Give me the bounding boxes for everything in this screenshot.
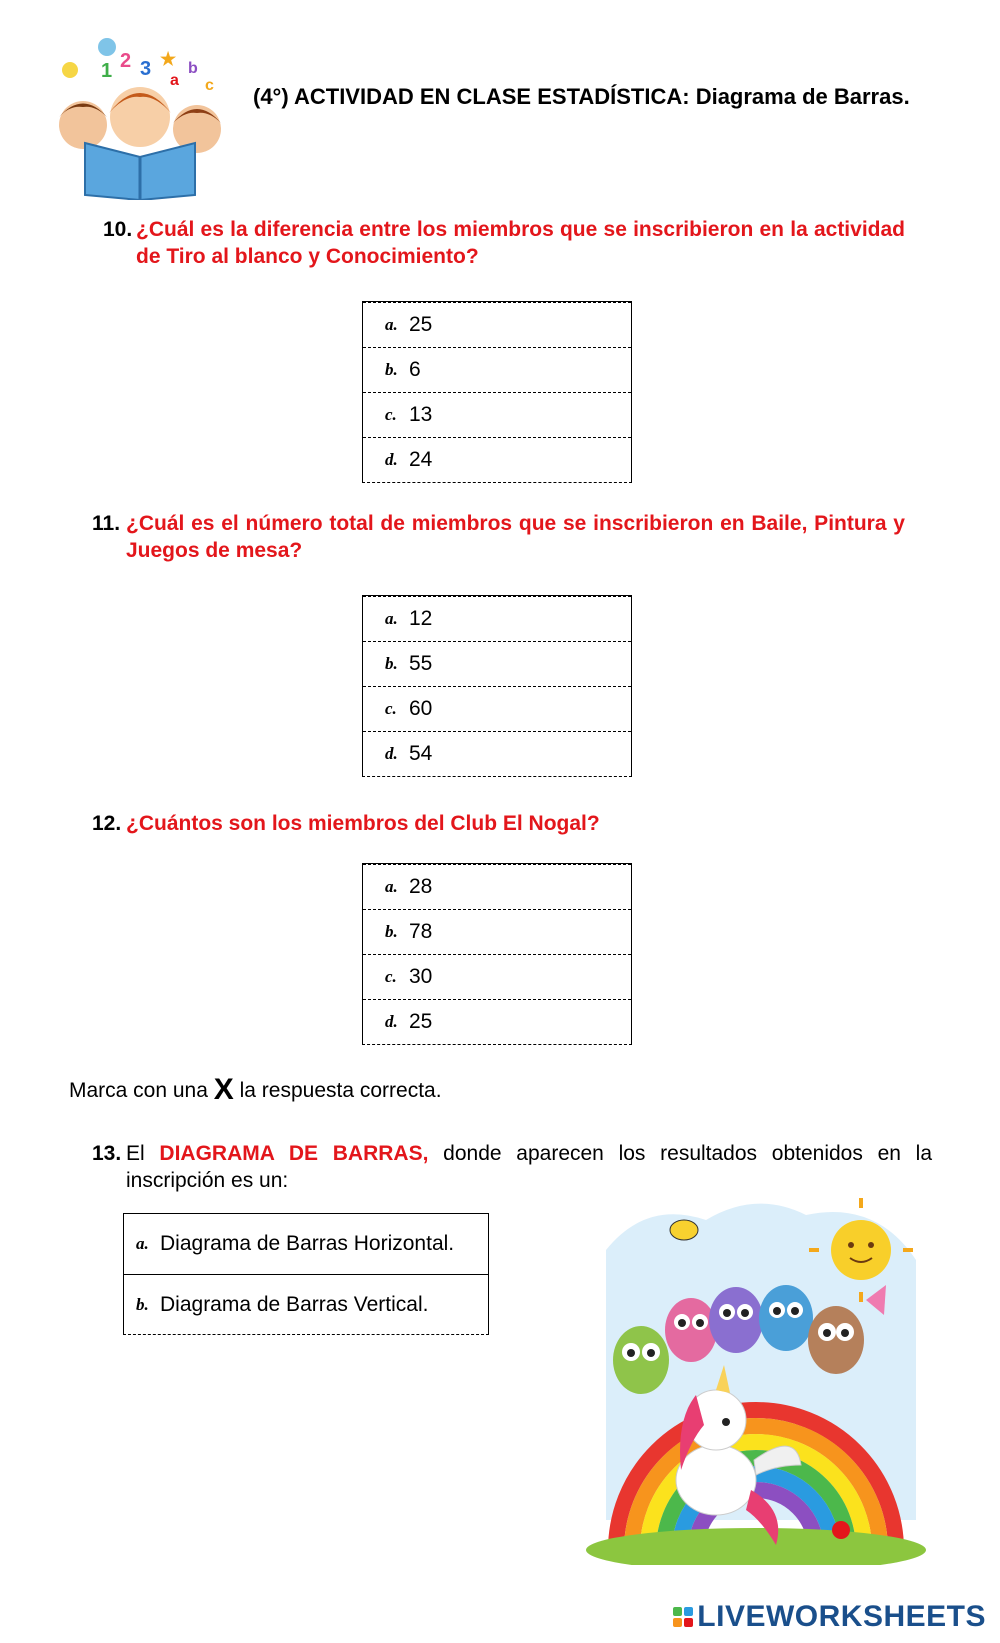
liveworksheets-logo[interactable] (673, 1600, 986, 1634)
owls-unicorn-rainbow-illustration (586, 1190, 926, 1565)
svg-text:2: 2 (120, 50, 132, 72)
answer-options-13 (123, 1213, 489, 1335)
option-b[interactable]: b. 6 (363, 347, 631, 392)
kids-reading-illustration (45, 35, 235, 200)
x-mark: X (213, 1073, 234, 1106)
option-a[interactable]: a. 28 (363, 864, 631, 909)
brand-text: LIVEWORKSHEETS (697, 1600, 986, 1633)
option-c[interactable]: c. 60 (363, 686, 631, 731)
question-text: El DIAGRAMA DE BARRAS, donde aparecen los resultados obtenidos en la inscripción es un: (126, 1142, 932, 1192)
svg-text:3: 3 (140, 58, 152, 80)
liveworksheets-icon (673, 1607, 693, 1627)
option-c[interactable]: c. 30 (363, 954, 631, 999)
answer-options-12 (362, 863, 632, 1045)
instruction-text: Marca con una X la respuesta correcta. (69, 1073, 442, 1106)
svg-text:1: 1 (101, 60, 113, 82)
svg-text:b: b (188, 60, 198, 77)
option-d[interactable]: d. 25 (363, 999, 631, 1044)
option-c[interactable]: c. 13 (363, 392, 631, 437)
svg-text:★: ★ (160, 49, 177, 69)
question-number: 11. (92, 512, 121, 535)
question-10 (103, 216, 905, 270)
option-d[interactable]: d. 54 (363, 731, 631, 776)
question-12 (92, 810, 905, 837)
answer-options-10 (362, 301, 632, 483)
question-number: 13. (92, 1142, 122, 1165)
option-a[interactable]: a. Diagrama de Barras Horizontal. (136, 1232, 455, 1255)
page-title: (4°) ACTIVIDAD EN CLASE ESTADÍSTICA: Diagrama de Barras. (253, 84, 910, 109)
svg-text:c: c (205, 77, 214, 94)
question-11 (92, 510, 905, 564)
option-a[interactable]: a. 25 (363, 302, 631, 347)
option-b[interactable]: b. 78 (363, 909, 631, 954)
option-a[interactable]: a. 12 (363, 596, 631, 641)
answer-options-11 (362, 595, 632, 777)
question-number: 10. (103, 218, 133, 241)
question-13 (92, 1140, 932, 1194)
option-d[interactable]: d. 24 (363, 437, 631, 482)
question-text: ¿Cuál es el número total de miembros que se inscribieron en Baile, Pintura y Juegos de mesa? (126, 512, 905, 562)
option-b[interactable]: b. Diagrama de Barras Vertical. (124, 1274, 488, 1334)
question-text: ¿Cuántos son los miembros del Club El Nogal? (126, 812, 600, 835)
question-number: 12. (92, 812, 122, 835)
svg-text:a: a (170, 72, 179, 89)
option-b[interactable]: b. 55 (363, 641, 631, 686)
question-text: ¿Cuál es la diferencia entre los miembros que se inscribieron en la actividad de Tiro al blanco y Conocimiento? (136, 218, 905, 268)
